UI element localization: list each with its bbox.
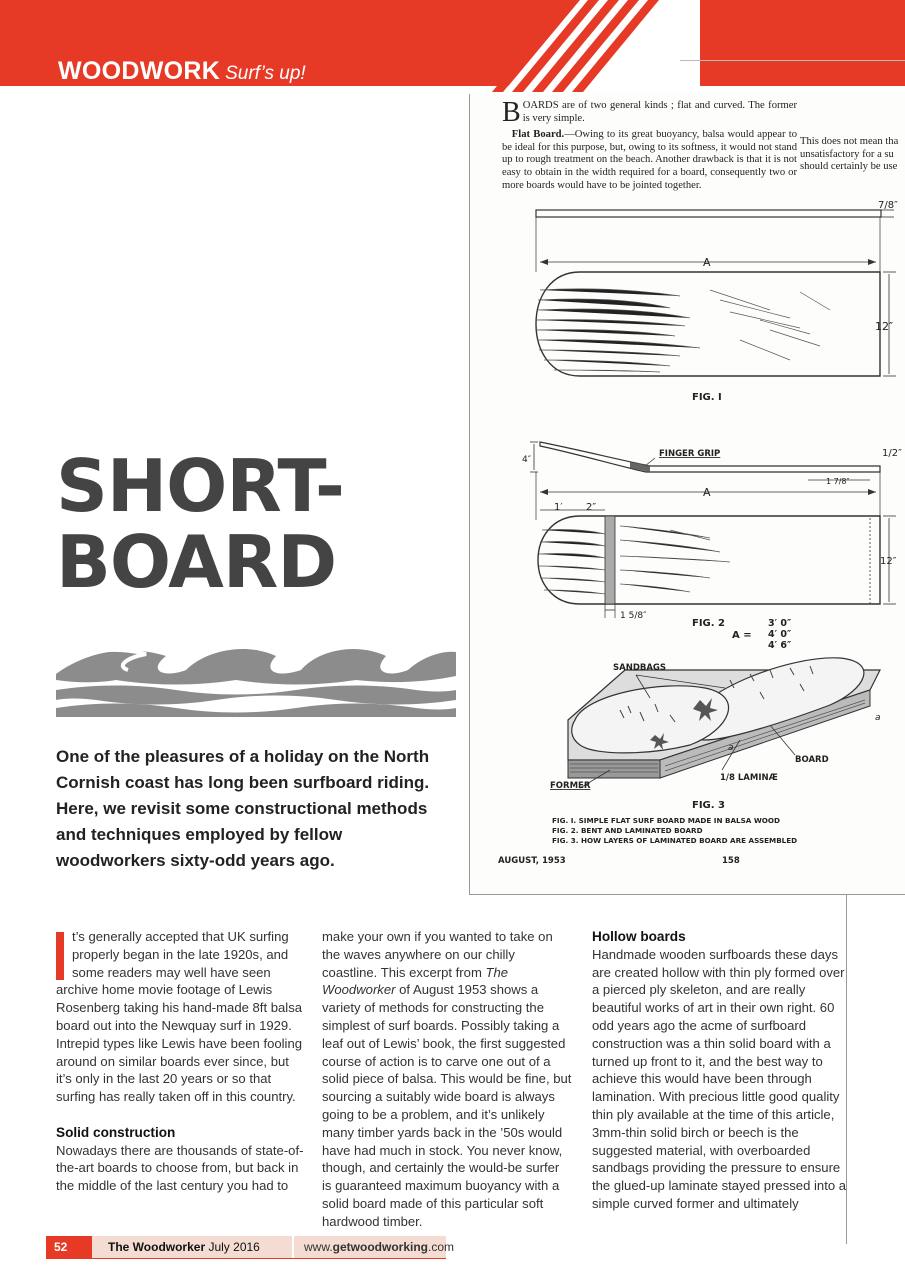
a-values-row-1: 3′ 0″	[768, 618, 792, 629]
scan-para-2	[502, 129, 797, 192]
standfirst: One of the pleasures of a holiday on the North Cornish coast has long been surfboard riding. Here, we revisit some constructional methods and techniques employed by fellow woodworkers sixty-odd years ago.	[56, 747, 430, 870]
fig2-dim-rise: 4″	[522, 455, 532, 465]
magazine-name: The Woodworker	[108, 1240, 206, 1254]
fig2-dim-b: 2″	[586, 502, 597, 513]
page-number: 52	[46, 1236, 92, 1258]
footer-separator	[292, 1236, 294, 1258]
issue-date: July 2016	[208, 1240, 260, 1254]
header-rule	[680, 60, 905, 61]
scan-date: AUGUST, 1953	[498, 856, 566, 866]
caption-line: FIG. 2. BENT AND LAMINATED BOARD	[552, 826, 703, 835]
fig3-sandbags: SANDBAGS	[613, 663, 667, 673]
fig3-label: FIG. 3	[692, 800, 725, 811]
web-suffix: .com	[428, 1240, 455, 1254]
fig2-dim-a: 1′	[554, 502, 563, 513]
scan-drop-letter: B	[502, 97, 521, 128]
footer-underline	[46, 1258, 446, 1259]
fig2-drawing	[530, 442, 896, 618]
web-domain: getwoodworking	[332, 1240, 428, 1254]
fig1-label: FIG. I	[692, 392, 722, 403]
caption-line: FIG. 3. HOW LAYERS OF LAMINATED BOARD ARE ASSEMBLED	[552, 836, 798, 845]
col2-text-b: of August 1953 shows a variety of methods for constructing the simplest of surf boards. Possibly taking a leaf out of Lewis’ book, the first suggested course of action is to carve one out of a solid piece of balsa. This would be fine, but sourcing a suitably wide board is always going to be a problem, and it’s unlikely many timber yards back in the ’50s would have had much in stock. You never know, though, and certainly the would-be surfer is guaranteed maximum buoyancy with a solid board made of this particular soft hardwood timber.	[322, 982, 572, 1229]
fig2-dim-strip: 1 5/8″	[620, 611, 647, 621]
col3-heading: Hollow boards	[592, 929, 686, 944]
col1-heading: Solid construction	[56, 1124, 176, 1140]
scan-para-1	[502, 97, 797, 128]
body-column-3	[592, 928, 850, 1213]
scan-para-2-text: —Owing to its great buoyancy, balsa would appear to be ideal for this purpose, but, owing to its softness, it would not stand up to rough treatment on the beach. Another drawback is that it is not easy to obtain in the width required for a board, consequently two or more boards would have to be jointed together.	[502, 129, 797, 191]
fig3-laminae: 1/8 LAMINÆ	[720, 773, 778, 783]
body-column-1	[56, 928, 306, 1195]
col2-text-italic: The Woodworker	[322, 964, 509, 998]
web-prefix: www.	[304, 1240, 333, 1254]
scan-para-1-text: OARDS are of two general kinds ; flat and curved. The former is very simple.	[522, 100, 797, 124]
a-values-row-2: 4′ 0″	[768, 629, 792, 640]
fig2-label: FIG. 2	[692, 618, 725, 629]
section-name: WOODWORK	[58, 57, 221, 85]
col1-para-2: Nowadays there are thousands of state-of-the-art boards to choose from, but back in the middle of the last century you had to	[56, 1142, 304, 1194]
col2-text-a: make your own if you wanted to take on the waves anywhere on our chilly coastline. This excerpt from	[322, 929, 553, 980]
scan-intro-text	[502, 97, 797, 196]
fig2-dim-thickness: 1/2″	[882, 448, 902, 459]
section-subtitle: Surf’s up!	[225, 63, 306, 84]
col1-para-1	[56, 928, 306, 1106]
scan-side-line: should certainly be use	[800, 161, 898, 173]
scan-para-2-lead: Flat Board.	[511, 129, 565, 141]
fig1-dim-thickness: 7/8″	[878, 200, 898, 211]
headline	[56, 444, 436, 604]
scan-page-number: 158	[722, 856, 740, 866]
body-column-2	[322, 928, 572, 1231]
fig1-dim-length: A	[703, 256, 711, 269]
dropcap-bar	[56, 932, 64, 980]
caption-line: FIG. I. SIMPLE FLAT SURF BOARD MADE IN BALSA WOOD	[552, 816, 780, 825]
a-values-row-3: 4′ 6″	[768, 640, 792, 651]
fig3-former: FORMER	[550, 781, 591, 791]
fig3-board: BOARD	[795, 755, 829, 765]
col2-para-1	[322, 928, 572, 1231]
magazine-credit	[108, 1236, 260, 1258]
fig1-dim-width: 12″	[875, 320, 894, 333]
a-values-label: A =	[732, 630, 752, 641]
col1-para-1-text: t’s generally accepted that UK surfing properly began in the late 1920s, and some readers may well have seen archive home movie footage of Lewis Rosenberg taking his hand-made 8ft balsa board out into the Newquay surf in 1929. Intrepid types like Lewis have been fooling around on similar boards ever since, but it’s only in the last 20 years or so that surfing has really taken off in this country.	[56, 929, 303, 1105]
technical-drawings	[470, 200, 905, 840]
fig3-drawing	[568, 658, 880, 788]
scan-side-line: unsatisfactory for a su	[800, 148, 894, 160]
fig2-dim-end: 1 7/8″	[826, 477, 850, 486]
col3-para-1: Handmade wooden surfboards these days are created hollow with thin ply formed over a pierced ply skeleton, and are really beautiful works of art in their own right. 60 odd years ago the acme of surfboard construction was a thin solid board with a turned up front to it, and the best way to achieve this would have been through lamination. With precious little good quality thin ply available at the time of this article, 3mm-thin solid birch or beech is the suggested material, with overboarded sandbags providing the pressure to ensure the glued-up laminate stayed pressed into a simple curved former and ultimately	[592, 946, 847, 1211]
headline-line-2: BOARD	[56, 520, 337, 604]
fig2-dim-width: 12″	[880, 556, 897, 567]
figure-captions	[552, 816, 902, 846]
scan-side-text	[800, 136, 905, 174]
fig1-drawing	[536, 210, 896, 376]
fig2-finger-grip: FINGER GRIP	[659, 449, 721, 459]
fig2-dim-length: A	[703, 486, 711, 499]
fig3-mark-a: a	[728, 743, 734, 753]
waves-illustration	[56, 632, 456, 717]
scan-side-line: This does not mean tha	[800, 136, 899, 147]
headline-line-1: SHORT-	[56, 444, 344, 528]
section-title	[58, 57, 306, 86]
fig3-mark-a: a	[875, 713, 881, 723]
website-link[interactable]	[304, 1236, 454, 1258]
